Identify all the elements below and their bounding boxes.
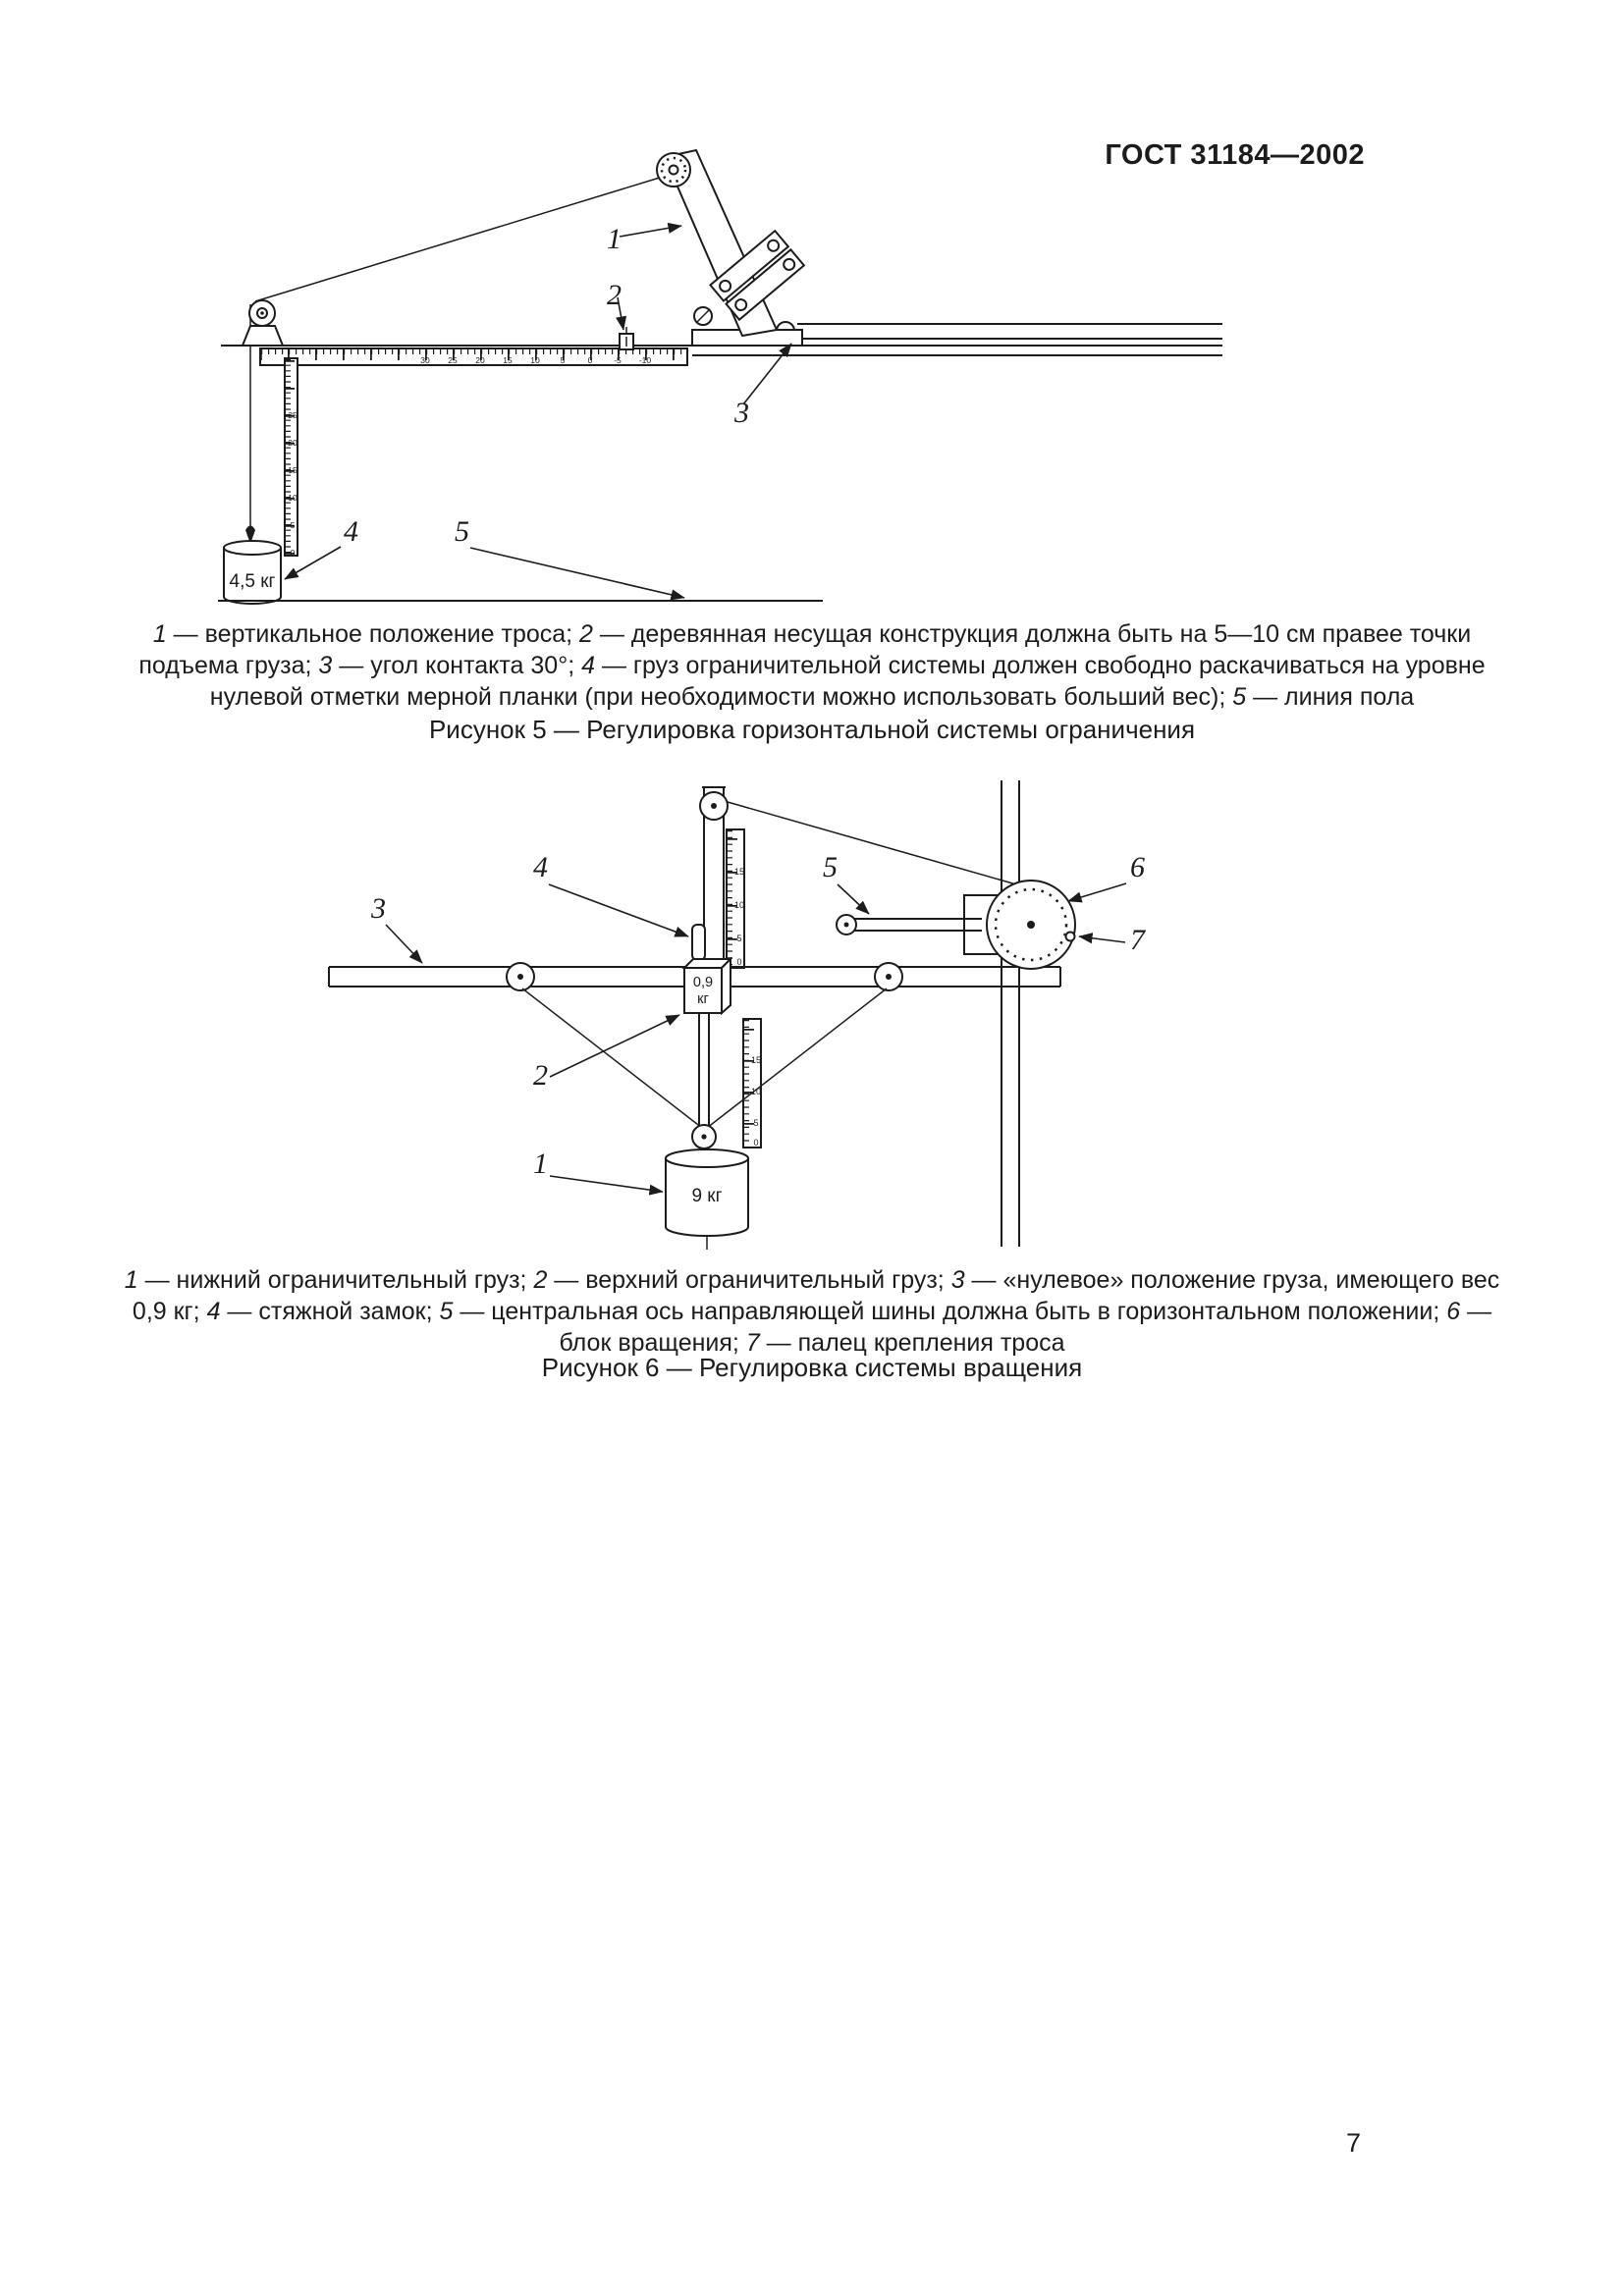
callout-1 <box>607 223 681 255</box>
callout-1 <box>533 1148 663 1192</box>
caption-ref-text: — линия пола <box>1246 683 1415 711</box>
ruler-label: 5 <box>736 934 742 943</box>
caption-ref-num: 7 <box>745 1329 760 1357</box>
callout-7 <box>1079 924 1147 956</box>
caption-ref-num: 2 <box>579 620 593 648</box>
axle-rod <box>837 915 982 934</box>
ruler-label: 0 <box>587 355 593 365</box>
ruler-label: 15 <box>503 355 513 365</box>
callout-4 <box>533 851 688 936</box>
ruler-label: 10 <box>530 355 540 365</box>
ruler-label: 30 <box>420 355 430 365</box>
ruler-label: 5 <box>560 355 566 365</box>
caption-ref-text: — вертикальное положение троса; <box>166 620 580 648</box>
ruler-label: 15 <box>750 1055 762 1065</box>
caption-ref-num: 3 <box>318 652 333 679</box>
cable-pin <box>1066 933 1075 941</box>
lower-post <box>699 1013 709 1126</box>
rotation-wheel <box>987 881 1075 969</box>
weight-label: 0,9 <box>692 975 714 990</box>
figure-6-diagram <box>226 775 1257 1256</box>
caption-ref-text: — палец крепления троса <box>759 1329 1065 1357</box>
position-marker <box>620 327 633 349</box>
hoist-cable <box>721 800 1023 886</box>
callout-3 <box>370 892 422 963</box>
caption-ref-num: 4 <box>206 1298 221 1325</box>
vertical-ruler <box>285 358 298 558</box>
caption-ref-text: — нижний ограничительный груз; <box>137 1266 534 1294</box>
left-pulley <box>243 300 283 346</box>
ruler-label: 15 <box>733 867 745 877</box>
ruler-label: 10 <box>750 1087 762 1096</box>
callout-number: 6 <box>1130 851 1145 883</box>
callout-2 <box>607 279 623 330</box>
callout-number: 5 <box>823 851 838 883</box>
caption-ref-text: — стяжной замок; <box>220 1298 440 1325</box>
callout-3 <box>733 344 791 429</box>
page-number: 7 <box>1345 2128 1361 2158</box>
caption-ref-num: 1 <box>124 1266 138 1294</box>
callout-6 <box>1068 851 1145 901</box>
caption-ref-num: 5 <box>439 1298 454 1325</box>
caption-ref-text: — угол контакта 30°; <box>332 652 582 679</box>
callout-number: 4 <box>344 515 358 548</box>
weight-label: 4,5 кг <box>229 571 276 592</box>
caption-ref-text: — «нулевое» положение груза, имеющего вес 0,9 кг; <box>132 1266 1500 1325</box>
callout-5 <box>455 515 684 598</box>
beam-pulley-left <box>507 963 534 990</box>
callout-5 <box>823 851 869 914</box>
caption-ref-text: — верхний ограничительный груз; <box>547 1266 951 1294</box>
doc-number: ГОСТ 31184—2002 <box>1105 139 1365 171</box>
callout-number: 5 <box>455 515 469 548</box>
caption-ref-num: 6 <box>1446 1298 1461 1325</box>
caption-ref-num: 4 <box>581 652 595 679</box>
ruler-label: 0 <box>753 1138 759 1148</box>
caption-ref-text: — груз ограничительной системы должен свободно раскачиваться на уровне нулевой отметки мерной планки (при необходимости можно использовать больший вес); <box>209 652 1486 711</box>
caption-ref-num: 1 <box>152 620 167 648</box>
ruler-label: 0 <box>736 957 742 967</box>
weight-label: кг <box>697 991 709 1007</box>
callout-number: 1 <box>533 1148 548 1180</box>
callout-number: 7 <box>1130 924 1145 956</box>
ruler-label: 15 <box>288 465 298 475</box>
ruler-label: 25 <box>448 355 458 365</box>
caption-ref-num: 3 <box>950 1266 965 1294</box>
ruler-label: 20 <box>288 438 298 448</box>
callout-number: 2 <box>533 1059 548 1092</box>
bottom-pulley <box>692 1125 716 1148</box>
ruler-label: 25 <box>288 410 298 420</box>
callout-number: 2 <box>607 279 622 311</box>
beam-pulley-right <box>875 963 902 990</box>
caption-ref-text: — блок вращения; <box>559 1298 1492 1357</box>
turnbuckle <box>692 925 705 960</box>
figure-6-title: Рисунок 6 — Регулировка системы вращения <box>541 1353 1083 1382</box>
top-pulley <box>700 792 728 820</box>
lower-ruler <box>743 1019 761 1148</box>
figure-5-caption <box>108 618 1516 713</box>
callout-number: 1 <box>607 223 622 255</box>
weight-label: 9 кг <box>691 1186 723 1206</box>
callout-number: 3 <box>734 397 749 429</box>
weight-9kg <box>666 1149 748 1250</box>
upper-ruler <box>727 829 744 968</box>
weight-4-5kg <box>224 541 281 604</box>
caption-ref-num: 5 <box>1232 683 1247 711</box>
ruler-label: 5 <box>290 520 296 530</box>
horizontal-ruler <box>260 348 687 365</box>
callout-number: 3 <box>371 892 386 925</box>
ruler-label: 0 <box>290 548 296 558</box>
callout-number: 4 <box>533 851 548 883</box>
ruler-label: -10 <box>638 355 652 365</box>
caption-ref-num: 2 <box>533 1266 548 1294</box>
ruler-label: 10 <box>288 493 298 503</box>
upper-weight-box <box>684 959 731 1013</box>
figure-5-diagram <box>196 137 1276 628</box>
ruler-label: -5 <box>614 355 622 365</box>
top-pulley-drum <box>657 153 690 187</box>
figure-6-caption <box>108 1264 1516 1359</box>
caption-ref-text: — центральная ось направляющей шины должна быть в горизонтальном положении; <box>453 1298 1447 1325</box>
ruler-label: 5 <box>753 1118 759 1128</box>
ruler-label: 20 <box>475 355 485 365</box>
ruler-label: 10 <box>733 900 745 910</box>
figure-5-title: Рисунок 5 — Регулировка горизонтальной системы ограничения <box>428 715 1196 744</box>
caption-ref-text: — деревянная несущая конструкция должна быть на 5—10 см правее точки подъема груза; <box>138 620 1472 679</box>
right-post <box>1001 780 1019 1247</box>
